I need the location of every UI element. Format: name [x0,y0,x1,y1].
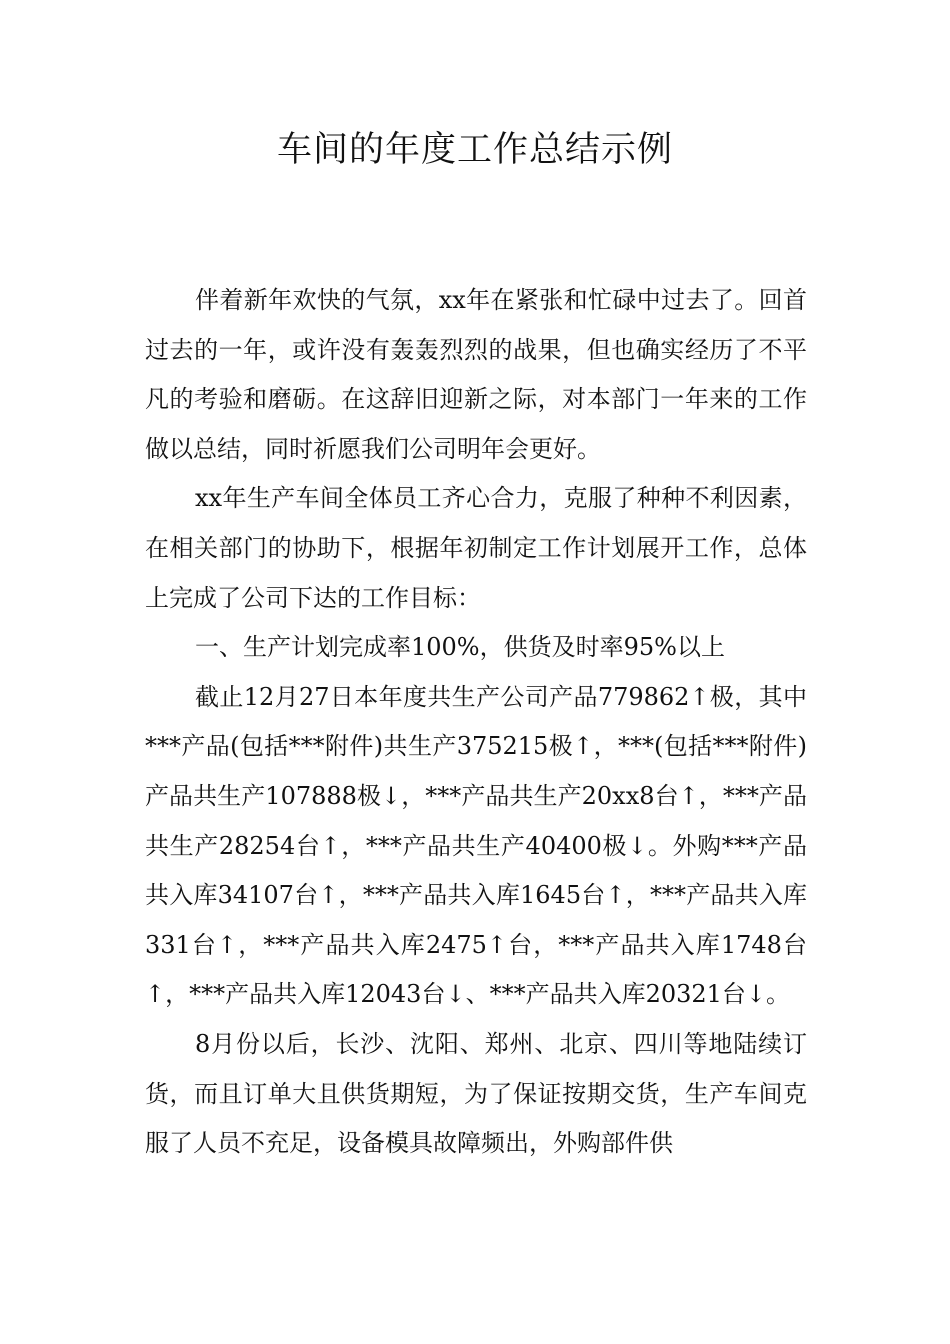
section-heading-production-plan: 一、生产计划完成率100%，供货及时率95%以上 [195,633,725,662]
document-body [145,276,807,1169]
paragraph-production-figures: 截止12月27日本年度共生产公司产品779862↑极，其中***产品(包括***附件)共生产375215极↑，***(包括***附件)产品共生产107888极↓，***产品共生产20xx8台↑，***产品共生产28254台↑，***产品共生产40400极↓。外购***产品共入库34107台↑，***产品共入库1645台↑，***产品共入库331台↑，***产品共入库2475↑台，***产品共入库1748台↑，***产品共入库12043台↓、***产品共入库20321台↓。 [145,682,807,1009]
paragraph-intro: 伴着新年欢快的气氛，xx年在紧张和忙碌中过去了。回首过去的一年，或许没有轰轰烈烈的战果，但也确实经历了不平凡的考验和磨砺。在这辞旧迎新之际，对本部门一年来的工作做以总结，同时祈愿我们公司明年会更好。 [145,286,807,463]
paragraph-orders: 8月份以后，长沙、沈阳、郑州、北京、四川等地陆续订货，而且订单大且供货期短，为了保证按期交货，生产车间克服了人员不充足，设备模具故障频出，外购部件供 [145,1029,807,1158]
document-title: 车间的年度工作总结示例 [276,130,673,170]
paragraph-overview: xx年生产车间全体员工齐心合力，克服了种种不利因素，在相关部门的协助下，根据年初制定工作计划展开工作，总体上完成了公司下达的工作目标： [145,484,807,612]
